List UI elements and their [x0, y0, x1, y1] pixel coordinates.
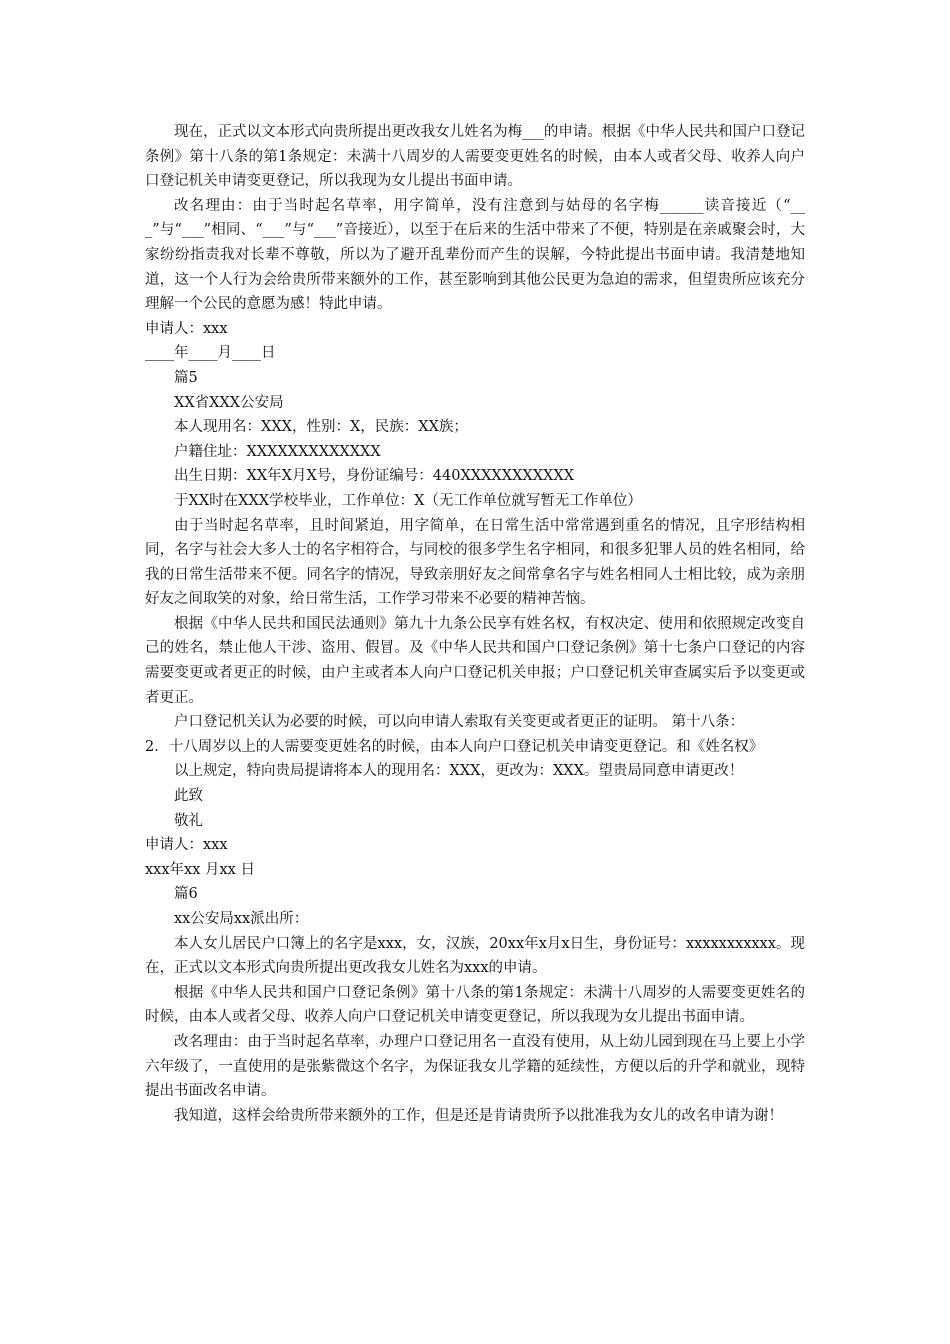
paragraph-daughter-info: 本人女儿居民户口簿上的名字是xxx，女，汉族，20xx年x月x日生，身份证号：xxxxxxxxxxx。现在，正式以文本形式向贵所提出更改我女儿姓名为xxx的申请。: [145, 935, 805, 977]
date-line: ____年____月____日: [145, 345, 276, 362]
personal-info-name: 本人现用名：XXX，性别：X，民族：XX族；: [174, 419, 468, 436]
paragraph-request-intro: 现在，正式以文本形式向贵所提出更改我女儿姓名为梅___的申请。根据《中华人民共和国户口登记条例》第十八条的第1条规定：未满十八周岁的人需要变更姓名的时候，由本人或者父母、收养人向户口登记机关申请变更登记，所以我现为女儿提出书面申请。: [145, 124, 805, 190]
date-line-2: xxx年xx 月xx 日: [145, 861, 255, 878]
personal-info-birth: 出生日期：XX年X月X号，身份证编号：440XXXXXXXXXXX: [174, 468, 575, 485]
closing-regards: 敬礼: [174, 812, 203, 829]
paragraph-regulation: 根据《中华人民共和国户口登记条例》第十八条的第1条规定：未满十八周岁的人需要变更姓名的时候，由本人或者父母、收养人向户口登记机关申请变更登记，所以我现为女儿提出书面申请。: [145, 984, 805, 1026]
paragraph-rename-reason-2: 改名理由：由于当时起名草率，办理户口登记用名一直没有使用，从上幼儿园到现在马上要上小学六年级了，一直使用的是张紫微这个名字，为保证我女儿学籍的延续性，方便以后的升学和就业，现特提出书面改名申请。: [145, 1033, 805, 1100]
paragraph-reason: 由于当时起名草率，且时间紧迫，用字简单，在日常生活中常常遇到重名的情况，且字形结构相同，名字与社会大多人士的名字相符合，与同校的很多学生名字相同，和很多犯罪人员的姓名相同，给我的日常生活带来不便。同名字的情况，导致亲朋好友之间常拿名字与姓名相同人士相比较，成为亲朋好友之间取笑的对象，给日常生活，工作学习带来不必要的精神苦恼。: [145, 517, 805, 608]
personal-info-school: 于XX时在XXX学校毕业，工作单位：X（无工作单位就写暂无工作单位）: [174, 492, 642, 509]
closing-salutation: 此致: [174, 788, 203, 805]
personal-info-address: 户籍住址：XXXXXXXXXXXXX: [174, 443, 381, 460]
recipient-line-2: xx公安局xx派出所：: [174, 911, 309, 927]
applicant-line-2: 申请人：xxx: [145, 837, 228, 854]
paragraph-article-18: 2．十八周岁以上的人需要变更姓名的时候，由本人向户口登记机关申请变更登记。和《姓名权》: [145, 738, 764, 755]
section-heading-6: 篇6: [174, 886, 198, 903]
document-body: [145, 120, 805, 1128]
paragraph-registration-proof: 户口登记机关认为必要的时候，可以向申请人索取有关变更或者更正的证明。 第十八条：: [174, 714, 745, 731]
paragraph-rename-reason: 改名理由：由于当时起名草率，用字简单，没有注意到与姑母的名字梅______读音接近（“___”与“___”相同、“___”与“___”音接近），以至于在后来的生活中带来了不便，特别是在亲戚聚会时，大家纷纷指责我对长辈不尊敬，所以为了避开乱辈份而产生的误解，今特此提出书面申请。我清楚地知道，这一个人行为会给贵所带来额外的工作，甚至影响到其他公民更为急迫的需求，但望贵所应该充分理解一个公民的意愿为感！特此申请。: [145, 197, 805, 313]
section-heading-5: 篇5: [174, 369, 198, 386]
recipient-line: XX省XXX公安局: [174, 394, 284, 411]
paragraph-closing-request: 我知道，这样会给贵所带来额外的工作，但是还是肯请贵所予以批准我为女儿的改名申请为谢！: [174, 1107, 783, 1124]
applicant-line: 申请人：xxx: [145, 320, 228, 337]
paragraph-request: 以上规定，特向贵局提请将本人的现用名：XXX，更改为：XXX。望贵局同意申请更改！: [174, 763, 744, 780]
paragraph-legal-basis: 根据《中华人民共和国民法通则》第九十九条公民享有姓名权，有权决定、使用和依照规定改变自己的姓名，禁止他人干涉、盗用、假冒。及《中华人民共和国户口登记条例》第十七条户口登记的内容需要变更或者更正的时候，由户主或者本人向户口登记机关申报；户口登记机关审查属实后予以变更或者更正。: [145, 615, 805, 706]
